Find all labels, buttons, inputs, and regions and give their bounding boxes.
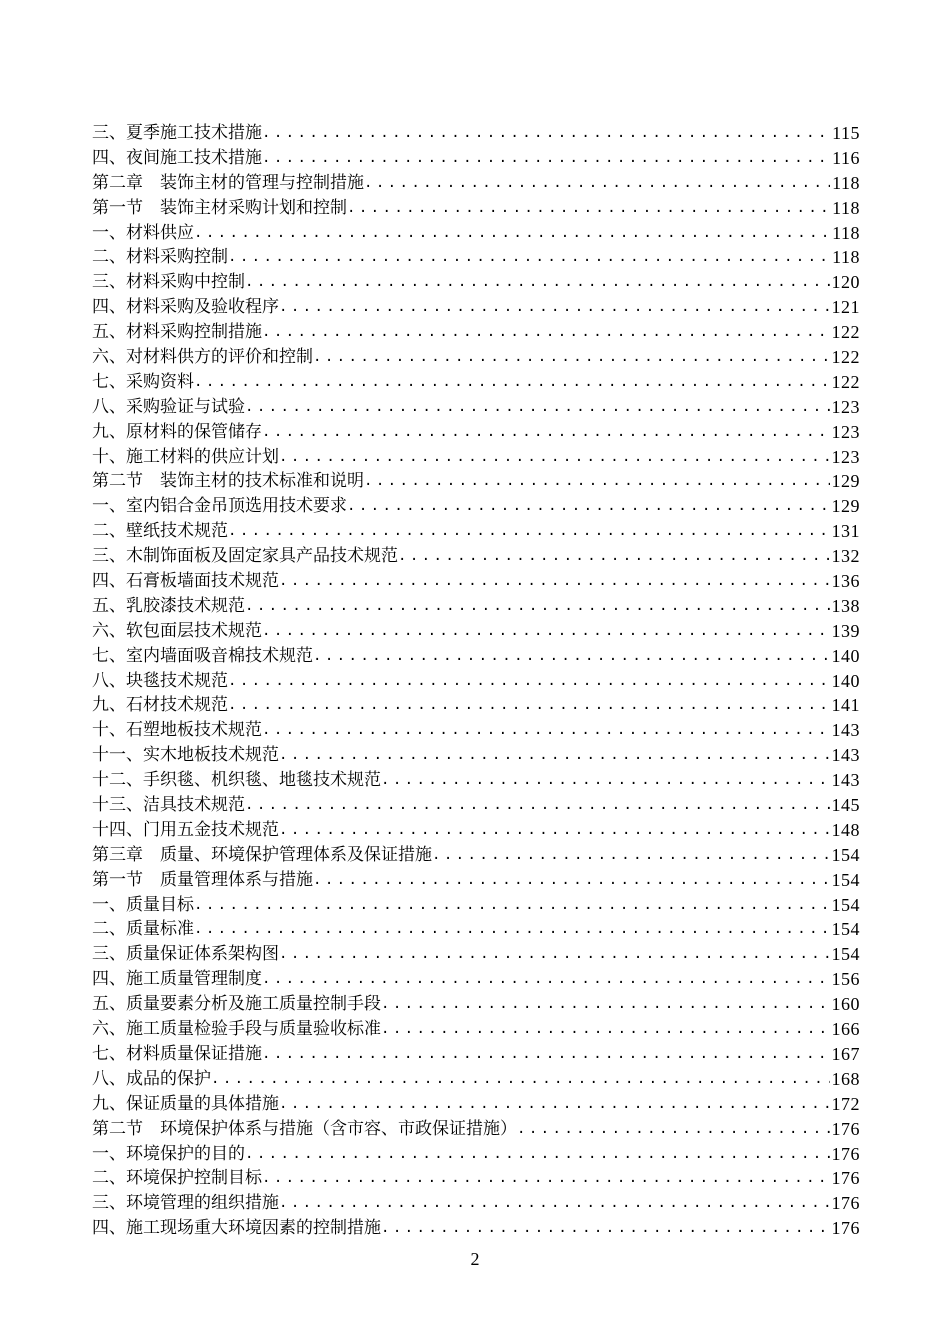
toc-entry <box>92 519 860 544</box>
toc-entry-title: 第一节 质量管理体系与措施 <box>92 869 313 890</box>
toc-entry-page: 143 <box>831 745 860 766</box>
toc-entry-page: 143 <box>831 720 860 741</box>
toc-entry-page: 121 <box>831 297 860 318</box>
toc-entry-title: 五、材料采购控制措施 <box>92 322 262 343</box>
toc-dot-leader <box>194 917 830 942</box>
toc-entry <box>92 918 860 943</box>
toc-dot-leader <box>364 469 830 494</box>
toc-entry-page: 154 <box>831 844 860 865</box>
toc-dot-leader <box>211 1067 830 1092</box>
toc-entry-page: 176 <box>831 1118 860 1139</box>
toc-entry-page: 123 <box>831 421 860 442</box>
toc-entry <box>92 743 860 768</box>
toc-entry <box>92 1166 860 1191</box>
toc-entry-title: 二、材料采购控制 <box>92 247 228 268</box>
toc-entry <box>92 843 860 868</box>
toc-entry-page: 176 <box>831 1218 860 1239</box>
toc-entry <box>92 469 860 494</box>
toc-entry <box>92 718 860 743</box>
toc-dot-leader <box>245 594 830 619</box>
toc-entry-page: 122 <box>831 371 860 392</box>
toc-dot-leader <box>245 793 830 818</box>
toc-entry-page: 132 <box>831 546 860 567</box>
toc-dot-leader <box>245 395 830 420</box>
toc-entry-title: 九、石材技术规范 <box>92 695 228 716</box>
toc-dot-leader <box>347 494 830 519</box>
toc-dot-leader <box>262 420 830 445</box>
toc-entry-page: 122 <box>831 347 860 367</box>
toc-entry-page: 168 <box>831 1068 860 1089</box>
toc-entry-title: 十一、实木地板技术规范 <box>92 745 279 766</box>
toc-entry <box>92 594 860 619</box>
toc-entry-title: 一、材料供应 <box>92 222 194 243</box>
toc-dot-leader <box>262 1042 830 1067</box>
toc-entry <box>92 793 860 818</box>
toc-entry-title: 六、施工质量检验手段与质量验收标准 <box>92 1019 381 1040</box>
toc-entry-page: 129 <box>831 471 860 492</box>
toc-dot-leader <box>432 843 830 868</box>
page-number: 2 <box>470 1249 480 1269</box>
toc-entry <box>92 1042 860 1067</box>
toc-dot-leader <box>364 171 830 196</box>
toc-entry-page: 136 <box>831 571 860 592</box>
toc-entry-title: 二、壁纸技术规范 <box>92 521 228 542</box>
toc-entry-page: 167 <box>831 1043 860 1064</box>
toc-dot-leader <box>245 1142 830 1167</box>
toc-entry-title: 一、室内铝合金吊顶选用技术要求 <box>92 496 347 517</box>
toc-entry-title: 第二章 装饰主材的管理与控制措施 <box>92 172 364 193</box>
toc-entry-page: 123 <box>831 396 860 417</box>
toc-entry-title: 十三、洁具技术规范 <box>92 795 245 816</box>
toc-entry-page: 140 <box>831 645 860 666</box>
toc-dot-leader <box>347 196 830 221</box>
toc-dot-leader <box>194 370 830 395</box>
toc-entry-page: 118 <box>832 172 860 193</box>
toc-entry <box>92 669 860 694</box>
toc-entry-page: 154 <box>831 944 860 965</box>
toc-entry-page: 122 <box>831 322 860 343</box>
toc-dot-leader <box>262 718 830 743</box>
toc-entry <box>92 768 860 793</box>
toc-entry <box>92 1117 860 1142</box>
toc-dot-leader <box>279 743 830 768</box>
toc-entry-title: 七、采购资料 <box>92 371 194 392</box>
toc-entry <box>92 1216 860 1241</box>
toc-entry-title: 六、软包面层技术规范 <box>92 620 262 641</box>
toc-entry-page: 141 <box>831 695 860 716</box>
toc-entry-title: 十、施工材料的供应计划 <box>92 446 279 467</box>
toc-dot-leader <box>381 992 830 1017</box>
toc-dot-leader <box>262 121 830 146</box>
toc-entry <box>92 1092 860 1117</box>
toc-entry-title: 第一节 装饰主材采购计划和控制 <box>92 197 347 218</box>
toc-entry-title: 八、成品的保护 <box>92 1068 211 1089</box>
toc-dot-leader <box>228 519 830 544</box>
toc-entry-page: 118 <box>832 197 860 218</box>
toc-entry-page: 160 <box>831 994 860 1015</box>
toc-entry-title: 四、施工现场重大环境因素的控制措施 <box>92 1218 381 1239</box>
toc-entry-page: 143 <box>831 770 860 791</box>
toc-dot-leader <box>279 942 830 967</box>
toc-entry <box>92 992 860 1017</box>
toc-entry-title: 七、室内墙面吸音棉技术规范 <box>92 645 313 666</box>
toc-entry-page: 118 <box>832 222 860 243</box>
toc-dot-leader <box>313 345 830 370</box>
toc-dot-leader <box>381 1216 830 1241</box>
toc-entry <box>92 494 860 519</box>
toc-dot-leader <box>245 270 830 295</box>
toc-entry <box>92 967 860 992</box>
toc-entry-page: 176 <box>831 1143 860 1164</box>
toc-dot-leader <box>279 1092 830 1117</box>
toc-entry-page: 145 <box>831 795 860 816</box>
toc-entry <box>92 544 860 569</box>
toc-entry-title: 八、块毯技术规范 <box>92 670 228 691</box>
toc-entry-title: 八、采购验证与试验 <box>92 396 245 417</box>
toc-entry-title: 六、对材料供方的评价和控制 <box>92 347 313 367</box>
toc-dot-leader <box>279 445 830 470</box>
toc-dot-leader <box>194 893 830 918</box>
toc-entry-page: 154 <box>831 894 860 915</box>
toc-dot-leader <box>279 1191 830 1216</box>
toc-entry-title: 十、石塑地板技术规范 <box>92 720 262 741</box>
toc-entry-page: 131 <box>831 521 860 542</box>
toc-dot-leader <box>228 693 830 718</box>
toc-entry-title: 第二节 装饰主材的技术标准和说明 <box>92 471 364 492</box>
toc-entry-title: 四、石膏板墙面技术规范 <box>92 571 279 592</box>
toc-entry-title: 三、环境管理的组织措施 <box>92 1193 279 1214</box>
toc-entry-page: 176 <box>831 1193 860 1214</box>
toc-entry-title: 第三章 质量、环境保护管理体系及保证措施 <box>92 844 432 865</box>
toc-dot-leader <box>262 320 830 345</box>
toc-entry <box>92 196 860 221</box>
toc-entry <box>92 146 860 171</box>
toc-entry-page: 118 <box>832 247 860 268</box>
toc-entry <box>92 445 860 470</box>
toc-entry <box>92 818 860 843</box>
toc-entry <box>92 644 860 669</box>
toc-entry-title: 三、木制饰面板及固定家具产品技术规范 <box>92 546 398 567</box>
toc-entry-page: 123 <box>831 446 860 467</box>
toc-entry <box>92 693 860 718</box>
toc-dot-leader <box>194 221 830 246</box>
toc-entry-title: 二、环境保护控制目标 <box>92 1168 262 1189</box>
toc-entry-page: 116 <box>832 147 860 168</box>
toc-dot-leader <box>228 245 830 270</box>
toc-entry-title: 三、夏季施工技术措施 <box>92 122 262 143</box>
toc-entry-page: 166 <box>831 1019 860 1040</box>
toc-entry <box>92 320 860 345</box>
toc-entry <box>92 942 860 967</box>
toc-dot-leader <box>262 619 830 644</box>
toc-entry-page: 172 <box>831 1093 860 1114</box>
toc-entry <box>92 1191 860 1216</box>
toc-entry-title: 七、材料质量保证措施 <box>92 1043 262 1064</box>
toc-entry <box>92 121 860 146</box>
toc-entry <box>92 295 860 320</box>
toc-dot-leader <box>313 644 830 669</box>
toc-entry-page: 139 <box>831 620 860 641</box>
toc-entry-page: 140 <box>831 670 860 691</box>
toc-entry-title: 四、施工质量管理制度 <box>92 969 262 990</box>
toc-dot-leader <box>262 967 830 992</box>
toc-entry <box>92 1017 860 1042</box>
toc-entry <box>92 420 860 445</box>
toc-dot-leader <box>398 544 830 569</box>
toc-entry <box>92 370 860 395</box>
toc-entry <box>92 270 860 295</box>
toc-entry-title: 一、质量目标 <box>92 894 194 915</box>
toc-entry <box>92 171 860 196</box>
toc-entry-page: 154 <box>831 869 860 890</box>
toc-dot-leader <box>279 818 830 843</box>
toc-dot-leader <box>262 146 830 171</box>
toc-entry <box>92 1067 860 1092</box>
toc-dot-leader <box>228 669 830 694</box>
toc-entry-title: 十四、门用五金技术规范 <box>92 819 279 840</box>
toc-dot-leader <box>313 868 830 893</box>
toc-entry-title: 第二节 环境保护体系与措施（含市容、市政保证措施） <box>92 1118 517 1139</box>
toc-entry <box>92 1142 860 1167</box>
toc-entry-page: 129 <box>831 496 860 517</box>
toc-entry-page: 120 <box>831 272 860 293</box>
toc-entry-title: 一、环境保护的目的 <box>92 1143 245 1164</box>
toc-dot-leader <box>279 569 830 594</box>
toc-entry <box>92 395 860 420</box>
toc-entry-title: 四、材料采购及验收程序 <box>92 297 279 318</box>
toc-dot-leader <box>381 1017 830 1042</box>
toc-entry <box>92 245 860 270</box>
toc-entry <box>92 221 860 246</box>
toc-dot-leader <box>262 1166 830 1191</box>
toc-entry-title: 三、材料采购中控制 <box>92 272 245 293</box>
toc-entry-page: 138 <box>831 595 860 616</box>
toc-entry-page: 154 <box>831 919 860 940</box>
toc-entry <box>92 569 860 594</box>
toc-entry-page: 115 <box>832 122 860 143</box>
toc-entry-title: 十二、手织毯、机织毯、地毯技术规范 <box>92 770 381 791</box>
toc-entry-page: 156 <box>831 969 860 990</box>
toc-entry-title: 三、质量保证体系架构图 <box>92 944 279 965</box>
toc-entry-title: 九、保证质量的具体措施 <box>92 1093 279 1114</box>
toc-entry-title: 二、质量标准 <box>92 919 194 940</box>
toc-entry <box>92 345 860 370</box>
toc-entry-page: 148 <box>831 819 860 840</box>
toc-entry-page: 176 <box>831 1168 860 1189</box>
toc-dot-leader <box>381 768 830 793</box>
toc-dot-leader <box>279 295 830 320</box>
toc-entry-title: 五、质量要素分析及施工质量控制手段 <box>92 994 381 1015</box>
table-of-contents <box>92 121 860 1241</box>
toc-entry <box>92 893 860 918</box>
toc-entry-title: 九、原材料的保管储存 <box>92 421 262 442</box>
toc-entry-title: 五、乳胶漆技术规范 <box>92 595 245 616</box>
toc-entry <box>92 619 860 644</box>
toc-entry-title: 四、夜间施工技术措施 <box>92 147 262 168</box>
toc-dot-leader <box>517 1117 830 1142</box>
toc-entry <box>92 868 860 893</box>
